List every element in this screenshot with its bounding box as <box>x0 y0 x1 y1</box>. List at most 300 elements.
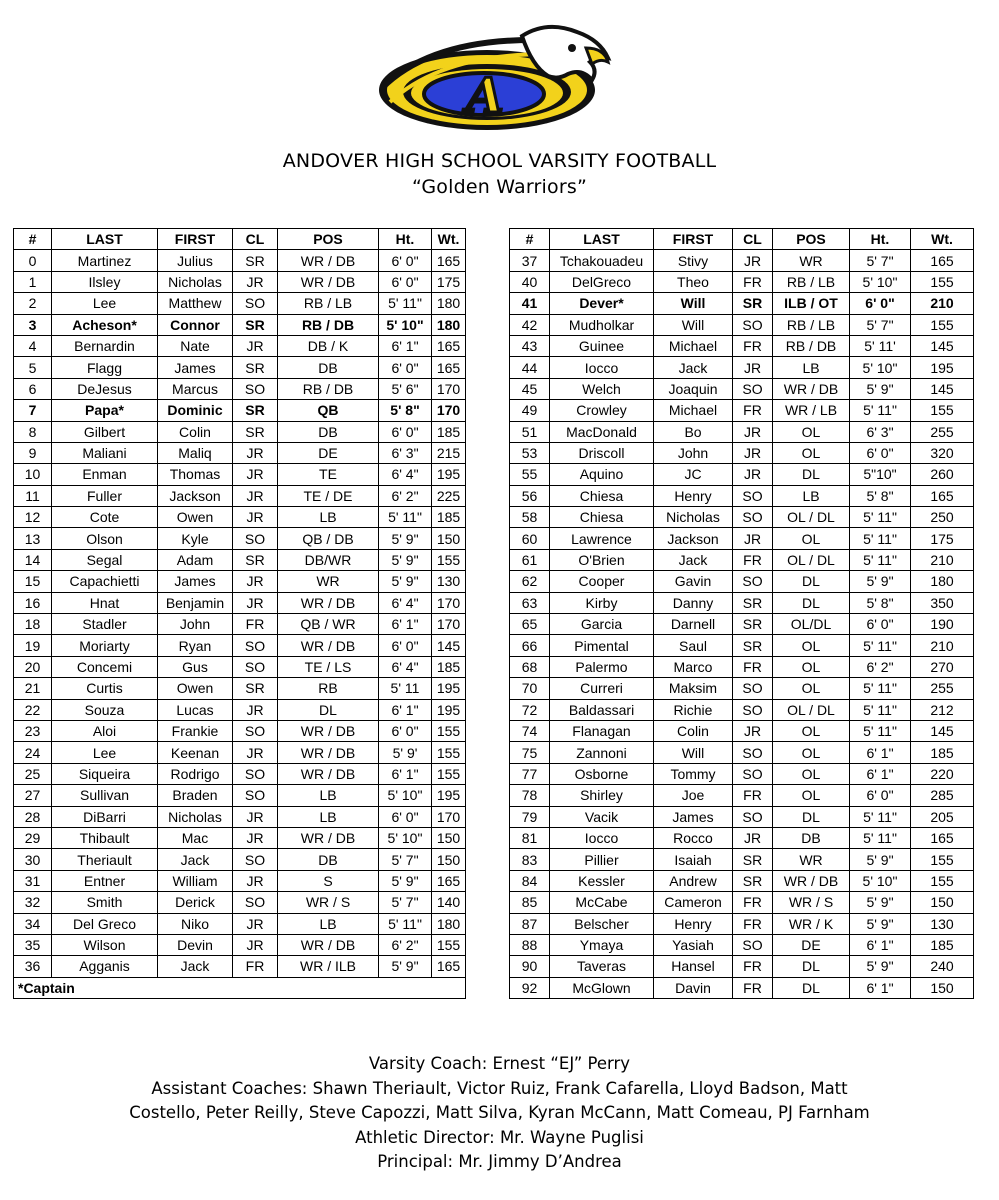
player-first-name: Hansel <box>654 956 733 977</box>
col-header-position: POS <box>278 229 379 250</box>
player-first-name: Owen <box>158 507 233 528</box>
player-position: DL <box>773 977 850 998</box>
player-weight: 185 <box>432 421 466 442</box>
player-last-name: Capachietti <box>52 571 158 592</box>
player-number: 31 <box>14 870 52 891</box>
col-header-position: POS <box>773 229 850 250</box>
player-class: FR <box>733 977 773 998</box>
player-weight: 195 <box>432 678 466 699</box>
table-row <box>14 400 466 421</box>
player-position: DE <box>773 934 850 955</box>
table-row <box>14 442 466 463</box>
player-number: 42 <box>510 314 550 335</box>
player-position: OL/DL <box>773 614 850 635</box>
player-weight: 180 <box>432 913 466 934</box>
player-height: 5' 11" <box>850 720 911 741</box>
player-height: 6' 0" <box>379 635 432 656</box>
table-row <box>510 806 974 827</box>
player-number: 74 <box>510 720 550 741</box>
player-height: 5' 11" <box>850 635 911 656</box>
player-class: FR <box>733 549 773 570</box>
player-class: JR <box>733 464 773 485</box>
player-weight: 165 <box>432 357 466 378</box>
player-class: SO <box>233 849 278 870</box>
player-first-name: James <box>654 806 733 827</box>
player-last-name: Tchakouadeu <box>550 250 654 271</box>
player-position: DB <box>278 421 379 442</box>
table-row <box>14 827 466 848</box>
table-row <box>510 250 974 271</box>
player-last-name: Pimental <box>550 635 654 656</box>
player-height: 5' 11" <box>850 400 911 421</box>
player-weight: 155 <box>432 720 466 741</box>
player-height: 5' 8" <box>850 592 911 613</box>
player-position: OL <box>773 742 850 763</box>
player-class: SR <box>233 678 278 699</box>
page-title: ANDOVER HIGH SCHOOL VARSITY FOOTBALL <box>282 150 717 172</box>
logo-letter: A <box>466 68 504 124</box>
player-first-name: Frankie <box>158 720 233 741</box>
player-number: 34 <box>14 913 52 934</box>
player-position: DL <box>773 571 850 592</box>
player-height: 6' 0" <box>850 614 911 635</box>
player-height: 6' 0" <box>850 293 911 314</box>
player-last-name: Ilsley <box>52 271 158 292</box>
player-class: JR <box>233 571 278 592</box>
player-last-name: Lee <box>52 742 158 763</box>
table-row <box>14 870 466 891</box>
player-height: 5' 9" <box>379 571 432 592</box>
table-row <box>510 614 974 635</box>
table-row <box>14 849 466 870</box>
table-row <box>510 485 974 506</box>
player-position: DB <box>278 849 379 870</box>
player-last-name: Driscoll <box>550 442 654 463</box>
table-row <box>510 977 974 998</box>
player-height: 5' 10" <box>850 870 911 891</box>
player-number: 2 <box>14 293 52 314</box>
player-last-name: Chiesa <box>550 507 654 528</box>
player-last-name: Acheson* <box>52 314 158 335</box>
player-height: 5' 10" <box>850 357 911 378</box>
player-number: 56 <box>510 485 550 506</box>
player-number: 3 <box>14 314 52 335</box>
player-class: JR <box>233 742 278 763</box>
player-position: RB / DB <box>278 378 379 399</box>
player-class: SO <box>233 635 278 656</box>
player-height: 5' 10" <box>850 271 911 292</box>
player-weight: 165 <box>432 250 466 271</box>
player-first-name: Bo <box>654 421 733 442</box>
player-class: JR <box>233 507 278 528</box>
roster-table-left <box>13 228 466 999</box>
player-last-name: Osborne <box>550 763 654 784</box>
table-row <box>14 549 466 570</box>
player-height: 5' 11" <box>850 827 911 848</box>
player-last-name: Palermo <box>550 656 654 677</box>
player-weight: 155 <box>911 271 974 292</box>
player-first-name: Richie <box>654 699 733 720</box>
table-row <box>510 656 974 677</box>
player-height: 5' 11" <box>850 806 911 827</box>
player-last-name: Baldassari <box>550 699 654 720</box>
player-number: 85 <box>510 892 550 913</box>
player-height: 6' 0" <box>379 357 432 378</box>
player-height: 6' 4" <box>379 464 432 485</box>
player-weight: 130 <box>432 571 466 592</box>
player-first-name: Nicholas <box>158 271 233 292</box>
player-last-name: Moriarty <box>52 635 158 656</box>
player-position: WR / S <box>773 892 850 913</box>
player-first-name: Nate <box>158 335 233 356</box>
player-height: 6' 0" <box>379 250 432 271</box>
player-class: FR <box>233 956 278 977</box>
player-first-name: Saul <box>654 635 733 656</box>
eagle-eye <box>568 44 576 52</box>
table-row <box>510 293 974 314</box>
player-last-name: Mudholkar <box>550 314 654 335</box>
player-weight: 195 <box>432 785 466 806</box>
player-weight: 195 <box>432 464 466 485</box>
player-first-name: Jackson <box>158 485 233 506</box>
player-last-name: Garcia <box>550 614 654 635</box>
player-weight: 165 <box>432 335 466 356</box>
player-class: JR <box>233 870 278 891</box>
player-number: 10 <box>14 464 52 485</box>
player-first-name: Theo <box>654 271 733 292</box>
player-number: 4 <box>14 335 52 356</box>
table-row <box>510 571 974 592</box>
player-number: 58 <box>510 507 550 528</box>
player-last-name: Welch <box>550 378 654 399</box>
player-last-name: Iocco <box>550 357 654 378</box>
player-position: WR / DB <box>773 378 850 399</box>
col-header-class: CL <box>733 229 773 250</box>
player-last-name: Guinee <box>550 335 654 356</box>
player-height: 5' 10" <box>379 314 432 335</box>
player-last-name: Kirby <box>550 592 654 613</box>
player-height: 6' 1" <box>850 977 911 998</box>
player-class: SO <box>733 806 773 827</box>
player-number: 15 <box>14 571 52 592</box>
player-number: 6 <box>14 378 52 399</box>
player-number: 51 <box>510 421 550 442</box>
player-last-name: Concemi <box>52 656 158 677</box>
table-row <box>510 742 974 763</box>
player-height: 6' 1" <box>379 763 432 784</box>
player-first-name: Jackson <box>654 528 733 549</box>
player-first-name: Matthew <box>158 293 233 314</box>
player-position: DL <box>278 699 379 720</box>
table-row <box>510 507 974 528</box>
player-number: 84 <box>510 870 550 891</box>
player-first-name: Rodrigo <box>158 763 233 784</box>
player-class: SR <box>733 635 773 656</box>
player-first-name: Darnell <box>654 614 733 635</box>
table-row <box>510 870 974 891</box>
player-number: 40 <box>510 271 550 292</box>
player-weight: 165 <box>432 956 466 977</box>
table-row <box>14 913 466 934</box>
table-row <box>510 720 974 741</box>
player-weight: 165 <box>432 870 466 891</box>
player-last-name: Siqueira <box>52 763 158 784</box>
player-position: OL <box>773 678 850 699</box>
player-position: DB <box>773 827 850 848</box>
player-last-name: Kessler <box>550 870 654 891</box>
player-weight: 145 <box>432 635 466 656</box>
player-weight: 210 <box>911 549 974 570</box>
player-height: 5' 11" <box>850 549 911 570</box>
player-weight: 180 <box>432 293 466 314</box>
col-header-height: Ht. <box>379 229 432 250</box>
player-last-name: Crowley <box>550 400 654 421</box>
table-row <box>14 956 466 977</box>
player-class: FR <box>733 271 773 292</box>
player-first-name: Keenan <box>158 742 233 763</box>
player-position: WR / DB <box>278 271 379 292</box>
player-height: 6' 2" <box>379 485 432 506</box>
player-class: FR <box>733 956 773 977</box>
player-height: 5' 7" <box>850 250 911 271</box>
player-number: 0 <box>14 250 52 271</box>
player-number: 7 <box>14 400 52 421</box>
player-number: 13 <box>14 528 52 549</box>
player-number: 12 <box>14 507 52 528</box>
player-position: QB / WR <box>278 614 379 635</box>
player-weight: 145 <box>911 378 974 399</box>
player-class: SR <box>733 870 773 891</box>
player-position: WR <box>773 849 850 870</box>
player-height: 6' 0" <box>379 421 432 442</box>
player-first-name: Isaiah <box>654 849 733 870</box>
player-position: LB <box>773 485 850 506</box>
player-number: 16 <box>14 592 52 613</box>
player-class: SO <box>233 656 278 677</box>
player-number: 55 <box>510 464 550 485</box>
player-position: OL <box>773 528 850 549</box>
player-number: 5 <box>14 357 52 378</box>
player-first-name: Jack <box>654 357 733 378</box>
player-height: 5"10" <box>850 464 911 485</box>
player-first-name: Gus <box>158 656 233 677</box>
player-last-name: Lee <box>52 293 158 314</box>
team-nickname: “Golden Warriors” <box>412 176 587 198</box>
player-last-name: MacDonald <box>550 421 654 442</box>
player-position: WR / DB <box>278 934 379 955</box>
player-weight: 212 <box>911 699 974 720</box>
player-first-name: Owen <box>158 678 233 699</box>
table-row <box>14 785 466 806</box>
player-first-name: Davin <box>654 977 733 998</box>
player-weight: 170 <box>432 592 466 613</box>
player-weight: 150 <box>911 892 974 913</box>
player-number: 28 <box>14 806 52 827</box>
player-number: 83 <box>510 849 550 870</box>
player-weight: 205 <box>911 806 974 827</box>
player-weight: 185 <box>432 656 466 677</box>
table-row <box>510 378 974 399</box>
player-weight: 155 <box>432 549 466 570</box>
player-first-name: Connor <box>158 314 233 335</box>
col-header-number: # <box>510 229 550 250</box>
player-last-name: Iocco <box>550 827 654 848</box>
table-row <box>14 271 466 292</box>
player-height: 6' 4" <box>379 592 432 613</box>
player-weight: 285 <box>911 785 974 806</box>
player-position: RB / DB <box>773 335 850 356</box>
player-position: DB <box>278 357 379 378</box>
player-number: 72 <box>510 699 550 720</box>
player-weight: 215 <box>432 442 466 463</box>
player-last-name: Chiesa <box>550 485 654 506</box>
player-first-name: Marco <box>654 656 733 677</box>
player-height: 6' 3" <box>850 421 911 442</box>
col-header-number: # <box>14 229 52 250</box>
player-height: 6' 0" <box>379 720 432 741</box>
col-header-height: Ht. <box>850 229 911 250</box>
player-class: JR <box>233 806 278 827</box>
player-height: 5' 9" <box>379 956 432 977</box>
player-first-name: Dominic <box>158 400 233 421</box>
col-header-last: LAST <box>52 229 158 250</box>
player-class: SR <box>233 400 278 421</box>
player-weight: 180 <box>911 571 974 592</box>
player-weight: 320 <box>911 442 974 463</box>
table-row <box>14 421 466 442</box>
player-first-name: Benjamin <box>158 592 233 613</box>
player-height: 6' 4" <box>379 656 432 677</box>
table-row <box>14 678 466 699</box>
table-row <box>510 592 974 613</box>
player-position: WR / DB <box>278 827 379 848</box>
player-weight: 220 <box>911 763 974 784</box>
player-weight: 170 <box>432 614 466 635</box>
player-position: LB <box>278 785 379 806</box>
assistant-coaches-line-2: Costello, Peter Reilly, Steve Capozzi, Matt Silva, Kyran McCann, Matt Comeau, PJ Farnham <box>129 1103 870 1122</box>
player-height: 5' 7" <box>850 314 911 335</box>
table-row <box>14 614 466 635</box>
player-class: SO <box>233 528 278 549</box>
player-last-name: Aquino <box>550 464 654 485</box>
player-weight: 225 <box>432 485 466 506</box>
header-row <box>510 229 974 250</box>
player-class: JR <box>733 442 773 463</box>
athletic-director: Athletic Director: Mr. Wayne Puglisi <box>355 1127 644 1147</box>
player-last-name: Curreri <box>550 678 654 699</box>
player-height: 5' 11" <box>379 913 432 934</box>
player-weight: 250 <box>911 507 974 528</box>
player-first-name: Will <box>654 293 733 314</box>
player-class: FR <box>733 913 773 934</box>
player-last-name: Gilbert <box>52 421 158 442</box>
player-first-name: Jack <box>158 849 233 870</box>
player-class: SR <box>733 849 773 870</box>
player-class: SO <box>233 892 278 913</box>
player-position: WR / DB <box>278 763 379 784</box>
table-row <box>14 806 466 827</box>
table-row <box>510 892 974 913</box>
player-first-name: Cameron <box>654 892 733 913</box>
player-height: 5' 9' <box>379 742 432 763</box>
player-first-name: Henry <box>654 913 733 934</box>
player-weight: 145 <box>911 335 974 356</box>
player-class: SO <box>733 763 773 784</box>
player-position: OL <box>773 442 850 463</box>
player-number: 75 <box>510 742 550 763</box>
player-last-name: Ymaya <box>550 934 654 955</box>
player-last-name: Cote <box>52 507 158 528</box>
player-weight: 185 <box>911 742 974 763</box>
player-last-name: Wilson <box>52 934 158 955</box>
table-row <box>14 592 466 613</box>
player-class: SR <box>233 314 278 335</box>
player-first-name: Mac <box>158 827 233 848</box>
player-position: OL / DL <box>773 549 850 570</box>
player-first-name: Colin <box>654 720 733 741</box>
player-height: 5' 9" <box>379 549 432 570</box>
player-number: 29 <box>14 827 52 848</box>
player-height: 6' 0" <box>850 785 911 806</box>
player-height: 5' 9" <box>850 378 911 399</box>
player-height: 6' 1" <box>379 699 432 720</box>
table-row <box>14 656 466 677</box>
player-first-name: Niko <box>158 913 233 934</box>
table-row <box>510 314 974 335</box>
player-class: JR <box>733 827 773 848</box>
player-weight: 140 <box>432 892 466 913</box>
player-last-name: Zannoni <box>550 742 654 763</box>
player-last-name: DelGreco <box>550 271 654 292</box>
player-number: 44 <box>510 357 550 378</box>
player-class: JR <box>233 699 278 720</box>
player-position: OL <box>773 785 850 806</box>
player-class: SR <box>233 421 278 442</box>
player-height: 5' 11" <box>850 699 911 720</box>
player-last-name: Hnat <box>52 592 158 613</box>
player-position: OL / DL <box>773 507 850 528</box>
player-class: FR <box>733 892 773 913</box>
player-number: 66 <box>510 635 550 656</box>
player-last-name: Vacik <box>550 806 654 827</box>
player-weight: 255 <box>911 678 974 699</box>
player-class: JR <box>733 421 773 442</box>
player-height: 6' 2" <box>850 656 911 677</box>
player-weight: 195 <box>911 357 974 378</box>
player-weight: 150 <box>432 849 466 870</box>
player-position: QB <box>278 400 379 421</box>
player-height: 5' 10" <box>379 827 432 848</box>
table-row <box>510 442 974 463</box>
player-class: FR <box>733 656 773 677</box>
col-header-weight: Wt. <box>432 229 466 250</box>
player-first-name: Derick <box>158 892 233 913</box>
player-last-name: Martinez <box>52 250 158 271</box>
player-first-name: Colin <box>158 421 233 442</box>
player-class: SR <box>233 549 278 570</box>
player-last-name: Lawrence <box>550 528 654 549</box>
player-last-name: Fuller <box>52 485 158 506</box>
player-class: SO <box>233 785 278 806</box>
player-number: 21 <box>14 678 52 699</box>
player-position: RB / DB <box>278 314 379 335</box>
player-height: 5' 9" <box>850 956 911 977</box>
player-position: TE / DE <box>278 485 379 506</box>
golden-warriors-eagle-logo <box>372 18 612 133</box>
captain-footnote: *Captain <box>14 977 466 998</box>
player-number: 27 <box>14 785 52 806</box>
table-row <box>14 378 466 399</box>
